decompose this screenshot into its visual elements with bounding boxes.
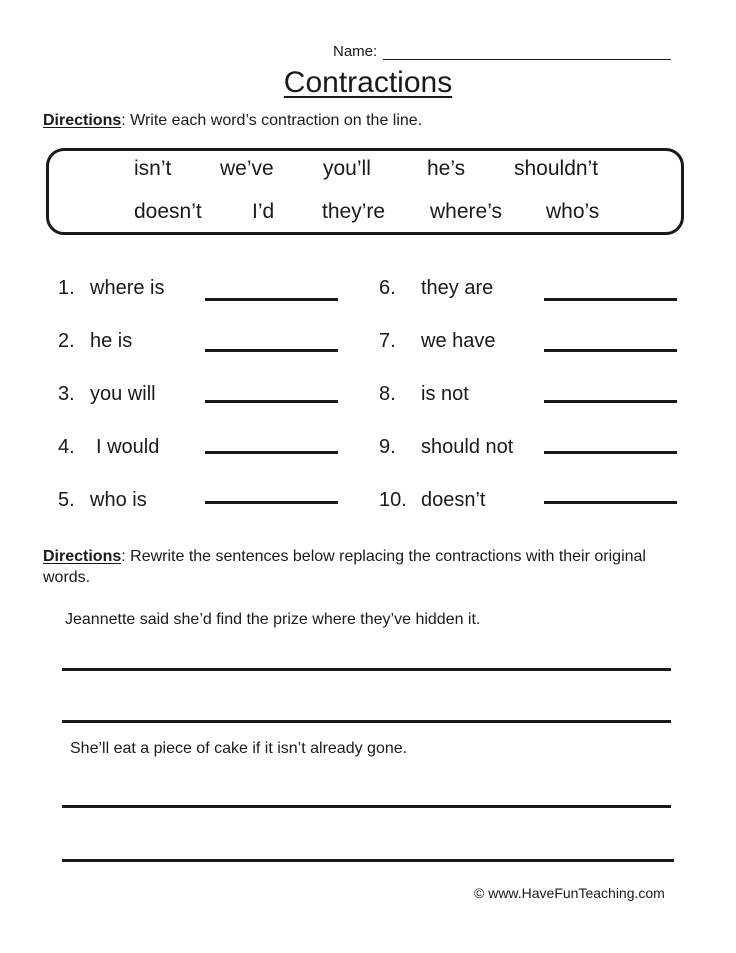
item-number: 4.: [58, 436, 75, 458]
copyright-footer: © www.HaveFunTeaching.com: [474, 885, 665, 901]
item-text: doesn’t: [421, 489, 486, 511]
answer-line[interactable]: [205, 349, 338, 352]
page-title: [0, 66, 736, 100]
word-bank-word: who’s: [546, 200, 600, 223]
writing-line[interactable]: [62, 720, 671, 723]
item-text: you will: [90, 383, 156, 405]
name-line[interactable]: [383, 59, 671, 60]
item-text: who is: [90, 489, 147, 511]
item-number: 1.: [58, 277, 75, 299]
word-bank-word: you’ll: [323, 157, 371, 180]
item-number: 3.: [58, 383, 75, 405]
word-bank-word: he’s: [427, 157, 466, 180]
word-bank-word: doesn’t: [134, 200, 202, 223]
answer-line[interactable]: [544, 349, 677, 352]
sentence-prompt: Jeannette said she’d find the prize where they’ve hidden it.: [65, 611, 481, 628]
writing-line[interactable]: [62, 805, 671, 808]
name-label: Name:: [333, 43, 378, 60]
item-number: 10.: [379, 489, 407, 511]
word-bank-word: we’ve: [220, 157, 274, 180]
directions-1-text: : Write each word’s contraction on the line.: [121, 112, 423, 129]
directions-1: [43, 112, 422, 130]
answer-line[interactable]: [544, 451, 677, 454]
item-text: is not: [421, 383, 469, 405]
directions-2-text: : Rewrite the sentences below replacing the contractions with their original words.: [43, 548, 646, 586]
word-bank-word: shouldn’t: [514, 157, 599, 180]
word-bank-word: where’s: [430, 200, 502, 223]
item-number: 8.: [379, 383, 396, 405]
item-text: I would: [96, 436, 160, 458]
answer-line[interactable]: [205, 501, 338, 504]
answer-line[interactable]: [544, 400, 677, 403]
item-text: they are: [421, 277, 494, 299]
item-text: we have: [421, 330, 496, 352]
answer-line[interactable]: [205, 298, 338, 301]
directions-1-label: Directions: [43, 112, 122, 129]
answer-line[interactable]: [205, 400, 338, 403]
item-text: where is: [90, 277, 165, 299]
item-number: 9.: [379, 436, 396, 458]
word-bank-word: isn’t: [134, 157, 172, 180]
directions-2-label: Directions: [43, 548, 122, 565]
writing-line[interactable]: [62, 859, 674, 862]
answer-line[interactable]: [544, 501, 677, 504]
item-number: 5.: [58, 489, 75, 511]
answer-line[interactable]: [205, 451, 338, 454]
item-number: 7.: [379, 330, 396, 352]
item-number: 6.: [379, 277, 396, 299]
item-number: 2.: [58, 330, 75, 352]
writing-line[interactable]: [62, 668, 671, 671]
sentence-prompt: She’ll eat a piece of cake if it isn’t already gone.: [70, 740, 408, 757]
word-bank-word: they’re: [322, 200, 386, 223]
item-text: should not: [421, 436, 514, 458]
item-text: he is: [90, 330, 133, 352]
answer-line[interactable]: [544, 298, 677, 301]
page-title-text: Contractions: [283, 66, 453, 99]
word-bank-word: I’d: [252, 200, 275, 223]
directions-2: [43, 546, 693, 588]
